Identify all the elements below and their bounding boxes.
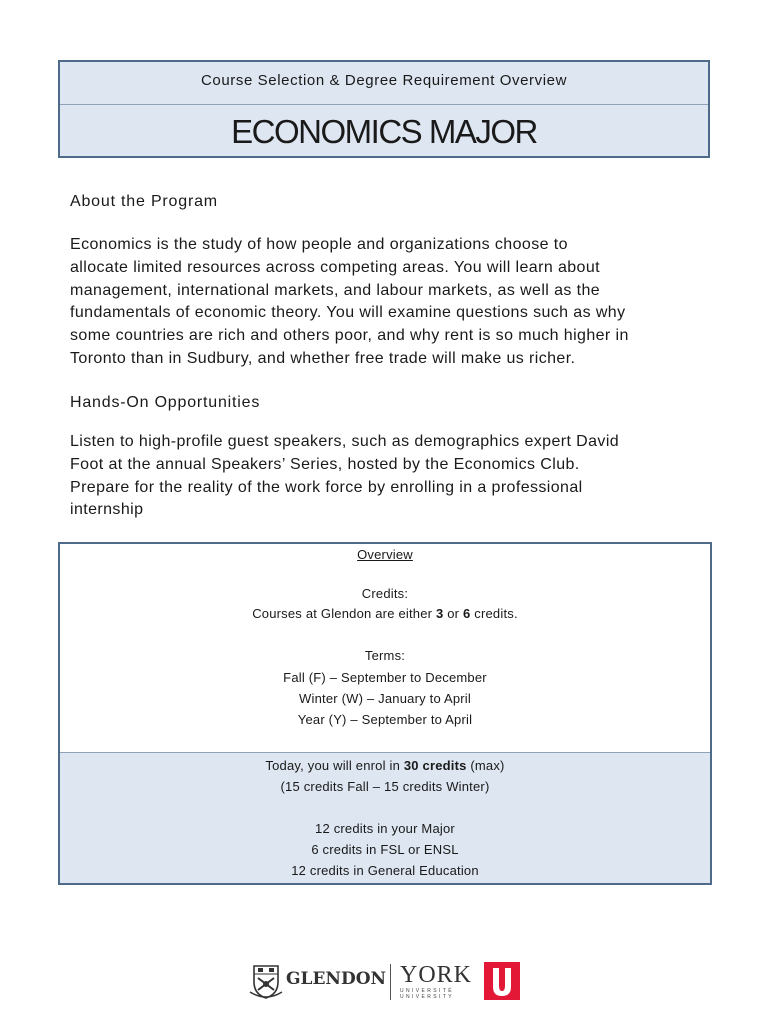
- term-winter: Winter (W) – January to April: [299, 691, 471, 706]
- about-line: some countries are rich and others poor, and why rent is so much higher in: [70, 327, 629, 345]
- glendon-wordmark: GLENDON: [286, 969, 387, 989]
- overview-top-section: [60, 544, 710, 752]
- credits-mid: or: [443, 606, 464, 621]
- page-title: ECONOMICS MAJOR: [231, 113, 537, 150]
- about-line: Toronto than in Sudbury, and whether free trade will make us richer.: [70, 349, 576, 367]
- york-subtitle: UNIVERSITÉ UNIVERSITY: [400, 988, 455, 1000]
- hands-on-line: Listen to high-profile guest speakers, such as demographics expert David: [70, 433, 620, 450]
- terms-label: Terms:: [364, 648, 406, 663]
- term-fall: Fall (F) – September to December: [283, 670, 487, 685]
- header-divider: [60, 104, 708, 105]
- requirement-major: 12 credits in your Major: [315, 821, 455, 836]
- enrol-prefix: Today, you will enrol in: [265, 758, 404, 773]
- hands-on-line: internship: [70, 501, 144, 519]
- credits-value-b: 6: [463, 606, 471, 621]
- hands-on-heading: Hands-On Opportunities: [70, 394, 261, 411]
- enrol-credits: 30 credits: [403, 758, 467, 773]
- credits-suffix: credits.: [470, 606, 518, 621]
- credits-line: [60, 604, 710, 624]
- footer-logos: [248, 960, 522, 1002]
- about-paragraph: [70, 234, 710, 371]
- about-line: allocate limited resources across competing areas. You will learn about: [70, 258, 601, 276]
- about-line: fundamentals of economic theory. You will examine questions such as why: [70, 304, 626, 322]
- overview-box: [58, 542, 712, 885]
- overview-bottom-section: [60, 752, 710, 883]
- requirement-gen-ed: 12 credits in General Education: [291, 863, 479, 878]
- header-subtitle: Course Selection & Degree Requirement Overview: [200, 72, 568, 89]
- credits-label: Credits:: [361, 586, 409, 601]
- term-year: Year (Y) – September to April: [297, 712, 473, 727]
- hands-on-paragraph: [70, 431, 710, 522]
- overview-title: Overview: [357, 547, 413, 562]
- header-box: [58, 60, 710, 158]
- about-line: management, international markets, and labour markets, as well as the: [70, 281, 601, 299]
- requirement-fsl: 6 credits in FSL or ENSL: [311, 842, 459, 857]
- enrol-suffix: (max): [466, 758, 505, 773]
- hands-on-line: Foot at the annual Speakers’ Series, hosted by the Economics Club.: [70, 455, 580, 473]
- york-wordmark: YORK: [400, 962, 473, 988]
- credit-split: (15 credits Fall – 15 credits Winter): [280, 779, 490, 794]
- credits-value-a: 3: [435, 606, 444, 621]
- about-line: Economics is the study of how people and organizations choose to: [70, 236, 568, 253]
- about-heading: About the Program: [70, 193, 218, 210]
- credits-prefix: Courses at Glendon are either: [252, 606, 436, 621]
- york-u-logo-icon: [484, 962, 520, 1000]
- enrol-line: [60, 756, 710, 776]
- hands-on-line: Prepare for the reality of the work force by enrolling in a professional: [70, 478, 583, 496]
- glendon-crest-icon: [248, 962, 284, 1000]
- logo-divider: [390, 964, 391, 1000]
